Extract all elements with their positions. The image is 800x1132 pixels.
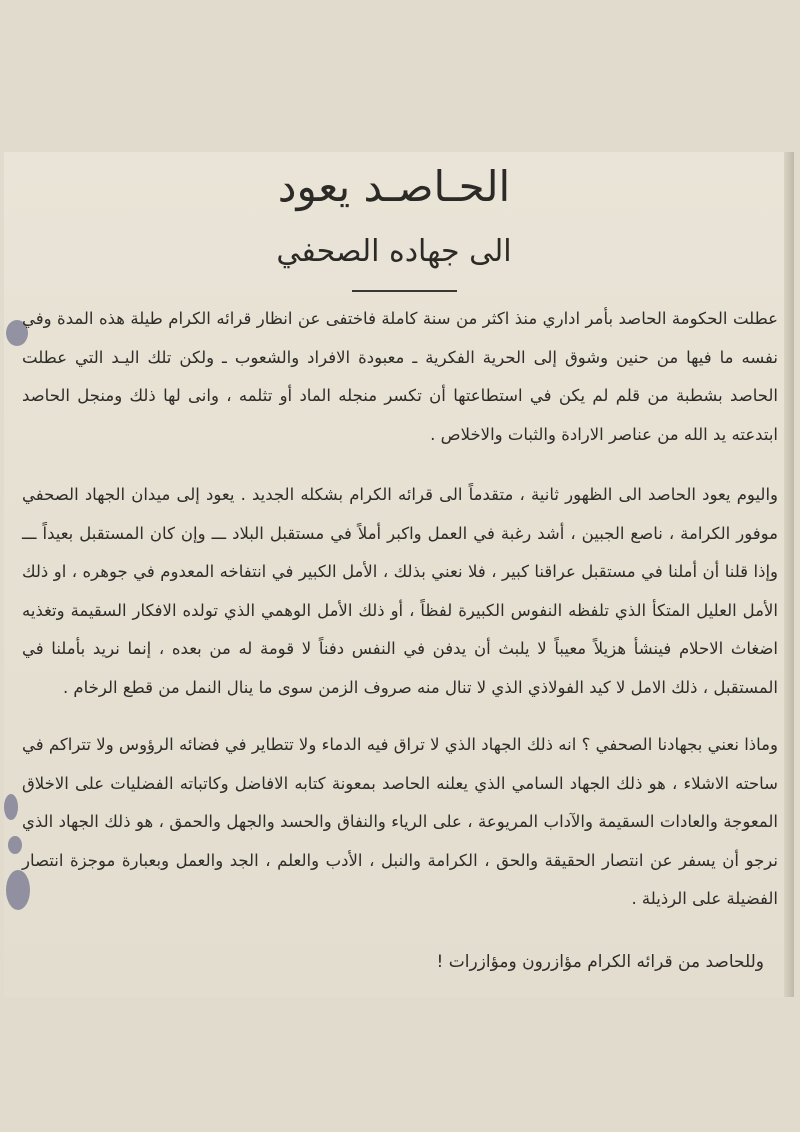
- title-divider: [352, 290, 457, 292]
- ink-stain: [4, 794, 18, 820]
- headline: الحـاصـد يعود: [277, 162, 511, 211]
- page-edge: [784, 152, 794, 997]
- newspaper-page: [4, 152, 794, 997]
- subheadline: الى جهاده الصحفي: [276, 234, 512, 269]
- paragraph: عطلت الحكومة الحاصد بأمر اداري منذ اكثر من سنة كاملة فاختفى عن انظار قرائه الكرام طيلة هذه المدة وفي نفسه ما فيها من حنين وشوق إلى الحرية الفكرية ـ معبودة الافراد والشعوب ـ ولكن تلك اليـد التي عطلت الحاصد بشطبة من قلم لم يكن في استطاعتها أن تكسر منجله الماد أو تثلمه ، وانى لها ذلك ومنجل الحاصد ابتدعته يد الله من عناصر الارادة والثبات والاخلاص .: [22, 309, 778, 444]
- ink-stain: [8, 836, 22, 854]
- closing-line: وللحاصد من قرائه الكرام مؤازرون ومؤازرات !: [436, 952, 764, 972]
- paragraph: وماذا نعني بجهادنا الصحفي ؟ انه ذلك الجهاد الذي لا تراق فيه الدماء ولا تتطاير في فضائه الرؤوس ولا تتراكم في ساحته الاشلاء ، هو ذلك الجهاد السامي الذي يعلنه الحاصد بمعونة كتابه الافاضل وكاتباته الفضليات على الاخلاق المعوجة والعادات السقيمة والآداب المريوعة ، على الرياء والنفاق والحسد والجهل والحمق ، هو ذلك الجهاد الذي نرجو أن يسفر عن انتصار الحقيقة والحق ، الكرامة والنبل ، الأدب والعلم ، الجد والعمل وبعبارة موجزة انتصار الفضيلة على الرذيلة .: [22, 735, 778, 909]
- paragraph: واليوم يعود الحاصد الى الظهور ثانية ، متقدماً الى قرائه الكرام بشكله الجديد . يعود إلى ميدان الجهاد الصحفي موفور الكرامة ، ناصع الجبين ، أشد رغبة في العمل واكبر أملاً في مستقبل البلاد ـــ وإن كان المستقبل بعيداً ـــ وإذا قلنا أن أملنا في مستقبل عراقنا كبير ، فلا نعني بذلك ، الأمل الكبير في انتفاخه المعدوم في جوهره ، او ذلك الأمل العليل المتكأ الذي تلفظه النفوس الكبيرة لفظاً ، أو ذلك الأمل الوهمي الذي تولده الافكار السقيمة وتغذيه اضغاث الاحلام فينشأ هزيلاً معيباً لا يلبث أن يدفن في النفس دفناً لا قومة له من بعده ، إنما نريد بأملنا في المستقبل ، ذلك الامل لا كيد الفولاذي الذي لا تنال منه صروف الزمن سوى ما ينال النمل من قطع الرخام .: [22, 485, 778, 697]
